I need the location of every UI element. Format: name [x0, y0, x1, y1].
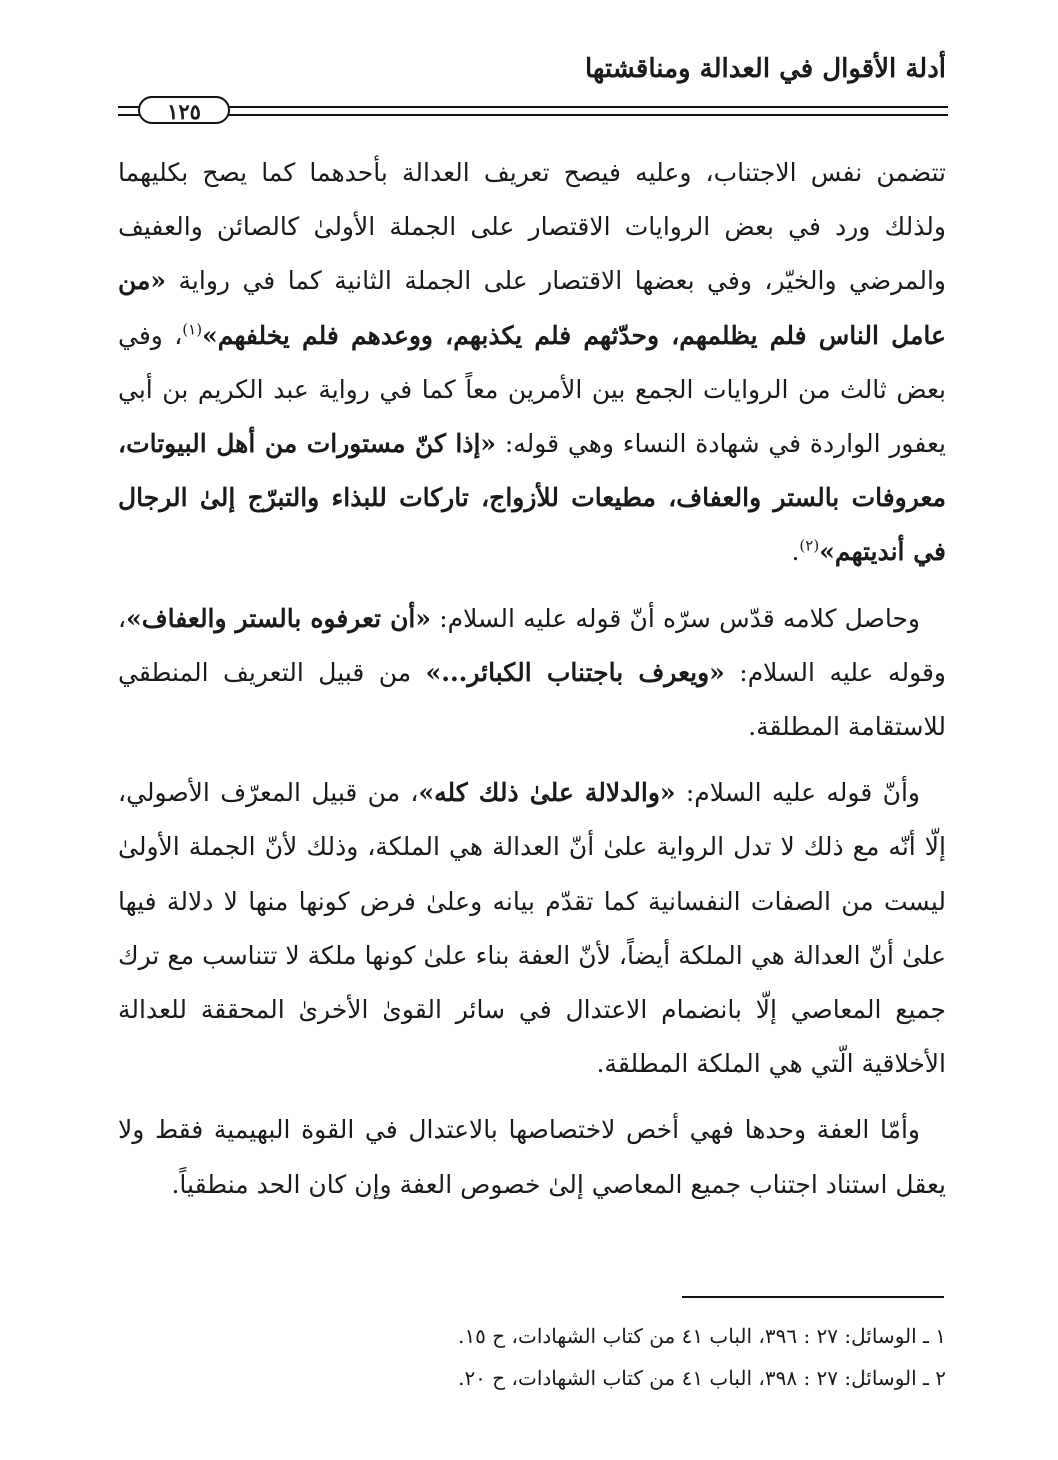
- main-text: [118, 146, 946, 1212]
- running-title: أدلة الأقوال في العدالة ومناقشتها: [584, 54, 946, 84]
- paragraph-3-text-b: ، من قبيل المعرّف الأصولي، إلّا أنّه مع ذلك لا تدل الرواية علىٰ أنّ العدالة هي الملكة، وذلك لأنّ الجملة الأولىٰ ليست من الصفات النفسانية كما تقدّم بيانه وعلىٰ فرض كونها منها لا دلالة فيها علىٰ أنّ العدالة هي الملكة أيضاً، لأنّ العفة بناء علىٰ كونها ملكة لا تتناسب مع ترك جميع المعاصي إلّا بانضمام الاعتدال في سائر القوىٰ الأخرىٰ المحققة للعدالة الأخلاقية الّتي هي الملكة المطلقة.: [118, 778, 946, 1079]
- footnote-ref-2[interactable]: (٢): [799, 537, 820, 556]
- paragraph-1-text-b: ، وفي بعض ثالث من الروايات الجمع بين الأمرين معاً كما في رواية عبد الكريم بن أبي يعفور الواردة في شهادة النساء وهي قوله:: [118, 320, 946, 459]
- hadith-quote-2: «إذا كنّ مستورات من أهل البيوتات، معروفات بالستر والعفاف، مطيعات للأزواج، تاركات للبذاء والتبرّج إلىٰ الرجال في أنديتهم»: [118, 429, 946, 567]
- hadith-quote-1: «من عامل الناس فلم يظلمهم، وحدّثهم فلم يكذبهم، ووعدهم فلم يخلفهم»: [118, 266, 946, 350]
- footnotes: [246, 1315, 946, 1399]
- header-rule-line-bottom: [118, 114, 948, 116]
- paragraph-2-text-c: من قبيل التعريف المنطقي للاستقامة المطلقة.: [118, 657, 946, 742]
- header-rule: [118, 96, 948, 130]
- paragraph-3: [118, 766, 946, 1091]
- footnote-ref-1[interactable]: (١): [182, 320, 203, 339]
- hadith-quote-4: «ويعرف باجتناب الكبائر...»: [425, 657, 725, 687]
- page-number: ١٢٥: [138, 96, 230, 124]
- hadith-quote-3: «أن تعرفوه بالستر والعفاف»: [126, 603, 431, 633]
- paragraph-2: [118, 592, 946, 755]
- hadith-quote-5: «والدلالة علىٰ ذلك كله»: [418, 778, 676, 808]
- paragraph-4: وأمّا العفة وحدها فهي أخص لاختصاصها بالاعتدال في القوة البهيمية فقط ولا يعقل استناد اجتناب جميع المعاصي إلىٰ خصوص العفة وإن كان الحد منطقياً.: [118, 1115, 946, 1199]
- paragraph-1: [118, 146, 946, 580]
- paragraph-3-text-a: وأنّ قوله عليه السلام:: [675, 778, 920, 808]
- paragraph-2-text-b: ، وقوله عليه السلام:: [118, 603, 947, 687]
- footnote-1: ١ ـ الوسائل: ٢٧ : ٣٩٦، الباب ٤١ من كتاب الشهادات، ح ١٥.: [458, 1324, 946, 1348]
- footnote-2: ٢ ـ الوسائل: ٢٧ : ٣٩٨، الباب ٤١ من كتاب الشهادات، ح ٢٠.: [458, 1366, 946, 1390]
- header-rule-line-top: [118, 106, 948, 108]
- paragraph-1-end: .: [791, 537, 800, 567]
- footnote-separator: [682, 1296, 944, 1298]
- paragraph-2-text-a: وحاصل كلامه قدّس سرّه أنّ قوله عليه السلام:: [431, 603, 920, 633]
- paragraph-1-text-a: تتضمن نفس الاجتناب، وعليه فيصح تعريف العدالة بأحدهما كما يصح بكليهما ولذلك ورد في بعض الروايات الاقتصار على الجملة الأولىٰ كالصائن والعفيف والمرضي والخيّر، وفي بعضها الاقتصار على الجملة الثانية كما في رواية: [118, 158, 946, 296]
